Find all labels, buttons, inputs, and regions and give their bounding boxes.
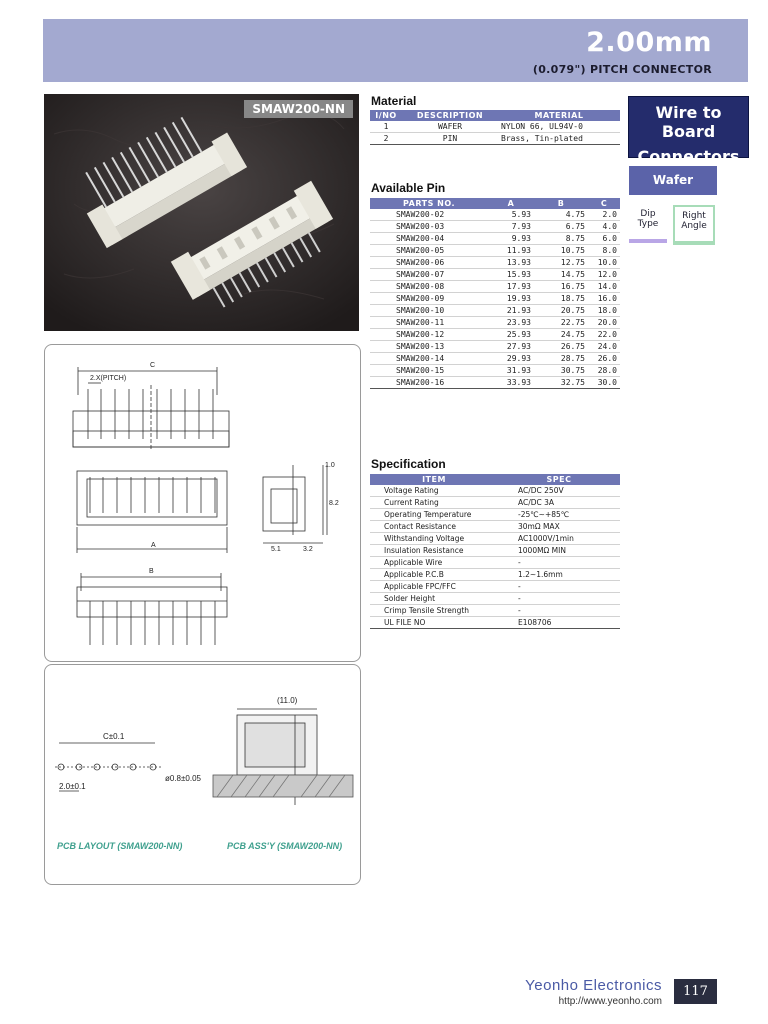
table-row xyxy=(370,133,620,145)
dip-type-tab[interactable] xyxy=(629,205,667,243)
pin-cell: 28.0 xyxy=(588,365,620,377)
dim-51-label: 5.1 xyxy=(271,546,281,553)
pin-cell: 25.93 xyxy=(488,329,534,341)
table-row xyxy=(370,329,620,341)
pin-cell: SMAW200-05 xyxy=(370,245,488,257)
pcb-layout-caption: PCB LAYOUT (SMAW200-NN) xyxy=(57,841,183,851)
material-cell: WAFER xyxy=(402,121,498,133)
specification-table xyxy=(370,474,620,629)
table-row xyxy=(370,233,620,245)
table-row xyxy=(370,257,620,269)
pin-cell: 23.93 xyxy=(488,317,534,329)
right-angle-tab[interactable] xyxy=(673,205,715,245)
table-row xyxy=(370,497,620,509)
pin-cell: 14.75 xyxy=(534,269,588,281)
pin-cell: 2.0 xyxy=(588,209,620,221)
pin-cell: SMAW200-10 xyxy=(370,305,488,317)
spec-cell: Withstanding Voltage xyxy=(370,533,498,545)
table-row xyxy=(370,569,620,581)
spec-cell: - xyxy=(498,581,620,593)
material-table xyxy=(370,110,620,145)
specification-title: Specification xyxy=(371,457,446,471)
pin-cell: 4.75 xyxy=(534,209,588,221)
table-row xyxy=(370,533,620,545)
table-row xyxy=(370,509,620,521)
available-pin-title: Available Pin xyxy=(371,181,446,195)
pin-cell: SMAW200-14 xyxy=(370,353,488,365)
wire-to-board-badge xyxy=(628,96,749,166)
table-row xyxy=(370,593,620,605)
pin-cell: 5.93 xyxy=(488,209,534,221)
material-cell: 2 xyxy=(370,133,402,145)
pcb-drawing xyxy=(45,665,360,845)
spec-cell: AC/DC 250V xyxy=(498,485,620,497)
connector-photo-illustration xyxy=(44,94,359,331)
table-row xyxy=(370,281,620,293)
spec-cell: - xyxy=(498,593,620,605)
spec-cell: 1000MΩ MIN xyxy=(498,545,620,557)
pcb-assy-caption: PCB ASS'Y (SMAW200-NN) xyxy=(227,841,343,851)
table-row xyxy=(370,221,620,233)
spec-cell: Contact Resistance xyxy=(370,521,498,533)
pin-cell: SMAW200-09 xyxy=(370,293,488,305)
pin-col-c: C xyxy=(588,198,620,209)
table-row xyxy=(370,317,620,329)
pin-cell: 31.93 xyxy=(488,365,534,377)
pcb-dim-110: (11.0) xyxy=(277,696,298,705)
table-row xyxy=(370,269,620,281)
dimension-drawing-panel xyxy=(44,344,361,662)
pin-col-b: B xyxy=(534,198,588,209)
spec-cell: -25℃~+85℃ xyxy=(498,509,620,521)
pin-cell: 16.0 xyxy=(588,293,620,305)
pin-cell: 18.0 xyxy=(588,305,620,317)
pin-cell: 8.0 xyxy=(588,245,620,257)
spec-cell: Applicable FPC/FFC xyxy=(370,581,498,593)
dim-32-label: 3.2 xyxy=(303,546,313,553)
header-banner xyxy=(43,19,748,82)
material-cell: NYLON 66, UL94V-0 xyxy=(498,121,620,133)
pin-cell: 12.0 xyxy=(588,269,620,281)
pcb-c-tol: C±0.1 xyxy=(103,732,125,741)
pin-cell: 26.75 xyxy=(534,341,588,353)
pin-cell: 27.93 xyxy=(488,341,534,353)
website-link[interactable]: http://www.yeonho.com xyxy=(558,996,662,1007)
material-cell: PIN xyxy=(402,133,498,145)
pin-cell: 6.75 xyxy=(534,221,588,233)
pin-cell: 8.75 xyxy=(534,233,588,245)
pin-cell: 10.75 xyxy=(534,245,588,257)
spec-cell: Crimp Tensile Strength xyxy=(370,605,498,617)
table-row xyxy=(370,581,620,593)
dim-a-label: A xyxy=(151,542,156,549)
material-title: Material xyxy=(371,94,417,108)
available-pin-table xyxy=(370,198,620,389)
spec-cell: Voltage Rating xyxy=(370,485,498,497)
pin-cell: 24.0 xyxy=(588,341,620,353)
table-row xyxy=(370,605,620,617)
pin-col-parts-no: PARTS NO. xyxy=(370,198,488,209)
pin-cell: SMAW200-08 xyxy=(370,281,488,293)
material-header-row xyxy=(370,110,620,121)
pin-cell: SMAW200-04 xyxy=(370,233,488,245)
pin-cell: 24.75 xyxy=(534,329,588,341)
pin-cell: 26.0 xyxy=(588,353,620,365)
material-col-description: DESCRIPTION xyxy=(402,110,498,121)
spec-cell: UL FILE NO xyxy=(370,617,498,629)
pin-cell: 29.93 xyxy=(488,353,534,365)
table-row xyxy=(370,545,620,557)
spec-col-item: ITEM xyxy=(370,474,498,485)
pin-cell: 14.0 xyxy=(588,281,620,293)
pin-cell: SMAW200-03 xyxy=(370,221,488,233)
pin-col-a: A xyxy=(488,198,534,209)
pin-cell: 28.75 xyxy=(534,353,588,365)
dim-pitch-label: 2.X(PITCH) xyxy=(90,375,127,382)
pin-cell: SMAW200-07 xyxy=(370,269,488,281)
dip-type-line-2: Type xyxy=(637,219,659,229)
wafer-category-tab[interactable]: Wafer xyxy=(629,166,717,195)
spec-cell: Solder Height xyxy=(370,593,498,605)
pin-cell: SMAW200-12 xyxy=(370,329,488,341)
pin-cell: 4.0 xyxy=(588,221,620,233)
table-row xyxy=(370,341,620,353)
table-row xyxy=(370,617,620,629)
table-row xyxy=(370,209,620,221)
right-angle-line-2: Angle xyxy=(681,221,707,231)
spec-cell: - xyxy=(498,605,620,617)
brand-name: Yeonho Electronics xyxy=(525,977,662,994)
product-photo xyxy=(44,94,359,331)
pin-cell: 33.93 xyxy=(488,377,534,389)
pin-cell: 9.93 xyxy=(488,233,534,245)
material-cell: 1 xyxy=(370,121,402,133)
pin-cell: 13.93 xyxy=(488,257,534,269)
right-angle-line-1: Right xyxy=(682,211,706,221)
page-title: 2.00mm xyxy=(586,27,712,58)
pin-cell: SMAW200-11 xyxy=(370,317,488,329)
pin-cell: 30.0 xyxy=(588,377,620,389)
table-row xyxy=(370,121,620,133)
table-row xyxy=(370,305,620,317)
pin-cell: 17.93 xyxy=(488,281,534,293)
dim-c-label: C xyxy=(150,362,156,369)
page-subtitle: (0.079") PITCH CONNECTOR xyxy=(532,63,712,76)
pin-cell: 10.0 xyxy=(588,257,620,269)
spec-cell: AC/DC 3A xyxy=(498,497,620,509)
photo-model-label: SMAW200-NN xyxy=(244,100,353,118)
pin-cell: 18.75 xyxy=(534,293,588,305)
pin-cell: SMAW200-06 xyxy=(370,257,488,269)
pin-cell: 19.93 xyxy=(488,293,534,305)
pin-cell: 20.0 xyxy=(588,317,620,329)
spec-cell: Applicable P.C.B xyxy=(370,569,498,581)
table-row xyxy=(370,521,620,533)
pin-cell: 22.75 xyxy=(534,317,588,329)
table-row xyxy=(370,365,620,377)
spec-cell: Operating Temperature xyxy=(370,509,498,521)
spec-cell: Applicable Wire xyxy=(370,557,498,569)
pin-header-row xyxy=(370,198,620,209)
material-cell: Brass, Tin-plated xyxy=(498,133,620,145)
table-row xyxy=(370,557,620,569)
pin-cell: 20.75 xyxy=(534,305,588,317)
pin-cell: 7.93 xyxy=(488,221,534,233)
dim-82-label: 8.2 xyxy=(329,500,339,507)
pcb-pitch-label: 2.0±0.1 xyxy=(59,782,86,791)
pin-cell: SMAW200-13 xyxy=(370,341,488,353)
pin-cell: SMAW200-02 xyxy=(370,209,488,221)
table-row xyxy=(370,293,620,305)
pin-cell: 16.75 xyxy=(534,281,588,293)
pin-cell: 11.93 xyxy=(488,245,534,257)
dim-10-label: 1.0 xyxy=(325,462,335,469)
pin-cell: 22.0 xyxy=(588,329,620,341)
badge-line-1: Wire to Board xyxy=(655,103,722,141)
spec-header-row xyxy=(370,474,620,485)
badge-line-2: Connectors xyxy=(637,147,740,166)
pin-cell: 30.75 xyxy=(534,365,588,377)
spec-cell: Insulation Resistance xyxy=(370,545,498,557)
table-row xyxy=(370,353,620,365)
spec-cell: Current Rating xyxy=(370,497,498,509)
pin-cell: 12.75 xyxy=(534,257,588,269)
dimension-drawing xyxy=(45,345,360,661)
pin-cell: 15.93 xyxy=(488,269,534,281)
pin-cell: 21.93 xyxy=(488,305,534,317)
pcb-hole-label: ø0.8±0.05 xyxy=(165,774,201,783)
pin-cell: SMAW200-15 xyxy=(370,365,488,377)
page-number: 117 xyxy=(674,979,717,1004)
dim-b-label: B xyxy=(149,568,154,575)
spec-col-spec: SPEC xyxy=(498,474,620,485)
spec-cell: 30mΩ MAX xyxy=(498,521,620,533)
dip-type-line-1: Dip xyxy=(640,209,656,219)
table-row xyxy=(370,485,620,497)
table-row xyxy=(370,377,620,389)
pin-cell: SMAW200-16 xyxy=(370,377,488,389)
material-col-ino: I/NO xyxy=(370,110,402,121)
spec-cell: E108706 xyxy=(498,617,620,629)
spec-cell: - xyxy=(498,557,620,569)
pin-cell: 6.0 xyxy=(588,233,620,245)
spec-cell: AC1000V/1min xyxy=(498,533,620,545)
pcb-layout-panel xyxy=(44,664,361,885)
table-row xyxy=(370,245,620,257)
material-col-material: MATERIAL xyxy=(498,110,620,121)
spec-cell: 1.2~1.6mm xyxy=(498,569,620,581)
pin-cell: 32.75 xyxy=(534,377,588,389)
